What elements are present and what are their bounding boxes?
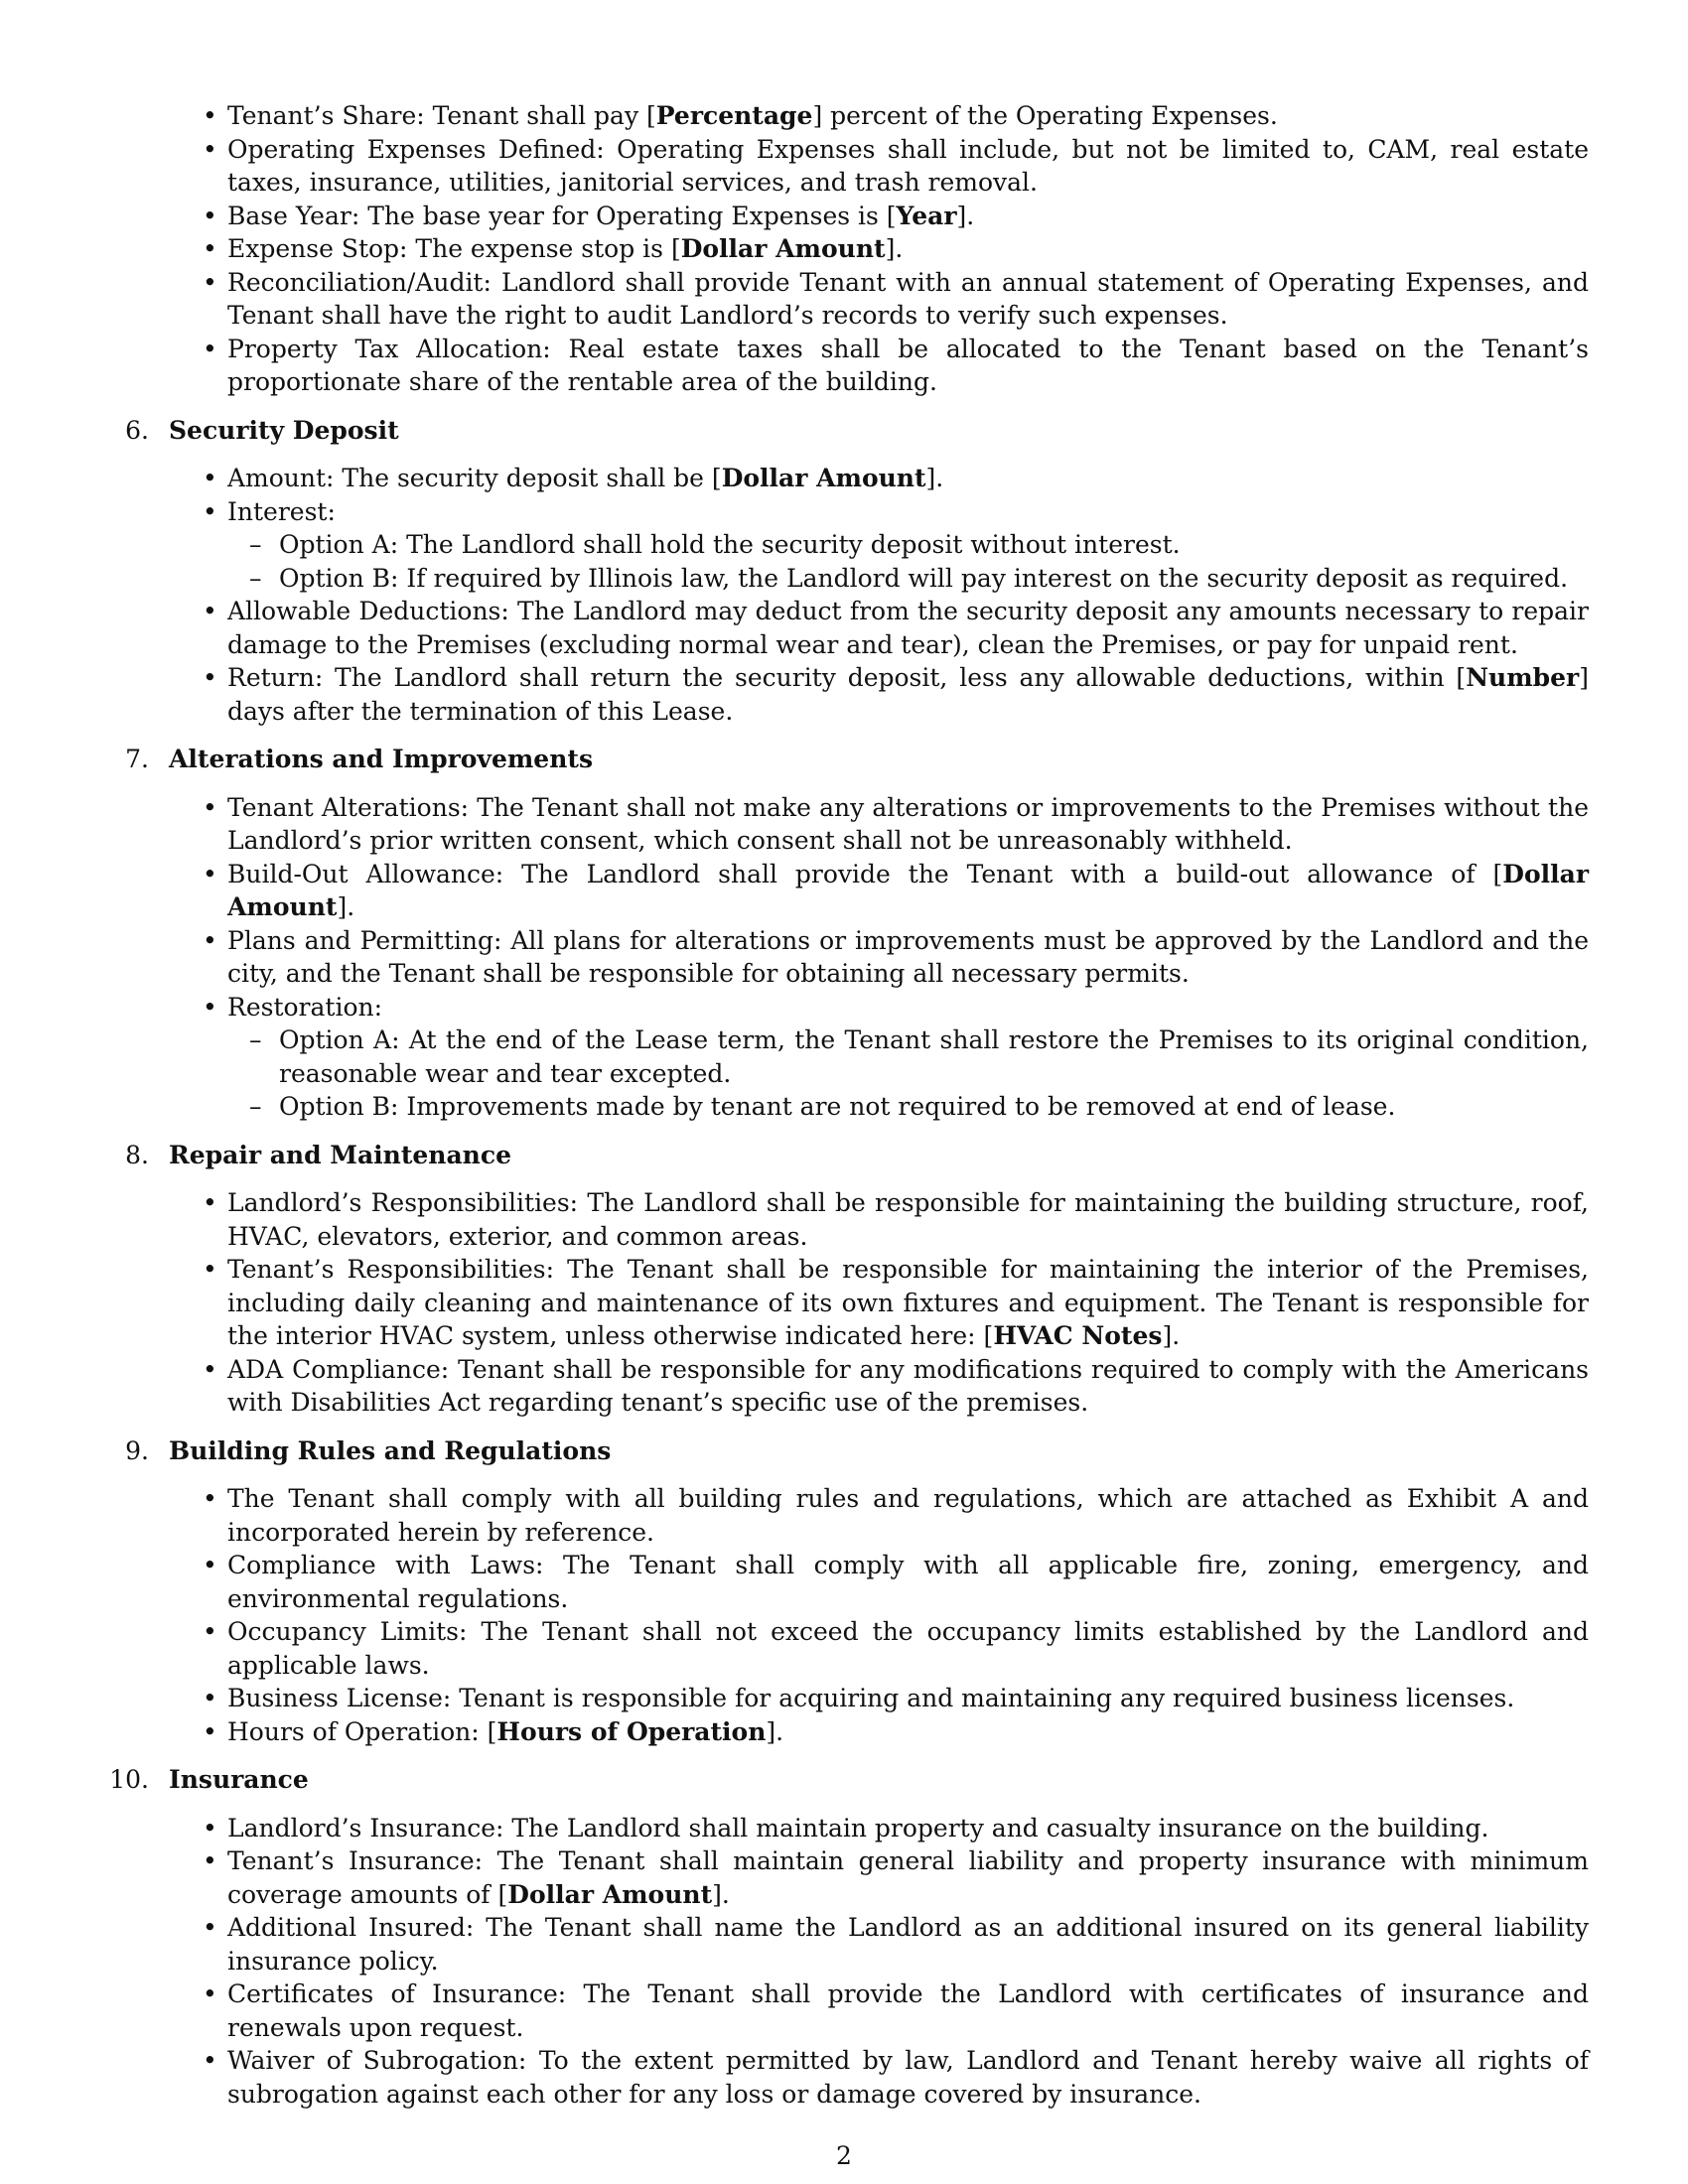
placeholder-field: Dollar Amount [507, 1879, 713, 1909]
section-number: 10. [109, 1765, 149, 1794]
list-item [169, 1353, 1589, 1420]
list-item [169, 924, 1589, 991]
section-heading [125, 1139, 1589, 1172]
item-text: Restoration: [227, 992, 383, 1022]
list-item [169, 595, 1589, 661]
item-text: ADA Compliance: Tenant shall be responsible for any modifications required to comply with the Americans with Disabilities Act regarding tenant’s specific use of the premises. [227, 1354, 1589, 1417]
item-text: ]. [712, 1879, 730, 1909]
section-items [169, 1186, 1589, 1420]
list-item [169, 462, 1589, 495]
item-text: Reconciliation/Audit: Landlord shall provide Tenant with an annual statement of Operating Expenses, and Tenant shall have the right to audit Landlord’s records to verify such expenses. [227, 267, 1589, 330]
operating-expenses-list [169, 99, 1589, 399]
section-title: Building Rules and Regulations [169, 1435, 612, 1465]
list-item [169, 200, 1589, 233]
section-heading [125, 414, 1589, 448]
list-item [169, 1615, 1589, 1682]
option-text: Option B: If required by Illinois law, the Landlord will pay interest on the security deposit as required. [279, 563, 1569, 593]
list-item [169, 1186, 1589, 1253]
item-text: Tenant’s Share: Tenant shall pay [ [227, 101, 656, 130]
item-text: ] percent of the Operating Expenses. [812, 101, 1278, 130]
placeholder-field: HVAC Notes [993, 1321, 1163, 1350]
section-number: 9. [125, 1435, 149, 1465]
option-item [227, 528, 1589, 562]
section-heading [109, 1763, 1589, 1797]
section [125, 743, 1589, 1124]
list-item [169, 2044, 1589, 2111]
list-item [169, 1911, 1589, 1978]
item-text: Allowable Deductions: The Landlord may deduct from the security deposit any amounts necessary to repair damage to the Premises (excluding normal wear and tear), clean the Premises, or pay for unpaid rent. [227, 597, 1589, 659]
placeholder-field: Dollar Amount [721, 464, 926, 492]
item-text: Plans and Permitting: All plans for alterations or improvements must be approved by the Landlord and the city, and the Tenant shall be responsible for obtaining all necessary permits. [227, 925, 1589, 988]
list-item [169, 1978, 1589, 2044]
section-items [169, 1812, 1589, 2112]
section [109, 1763, 1589, 2111]
section-number: 8. [125, 1140, 149, 1169]
list-item [169, 1715, 1589, 1749]
placeholder-field: Year [896, 201, 957, 230]
placeholder-field: Number [1466, 663, 1580, 692]
list-item [169, 1482, 1589, 1549]
section-items [169, 1482, 1589, 1748]
item-text: ]. [956, 201, 975, 230]
option-item [227, 1090, 1589, 1124]
option-item [227, 1024, 1589, 1090]
section-items [169, 791, 1589, 1124]
list-item [169, 133, 1589, 200]
placeholder-field: Hours of Operation [496, 1716, 767, 1746]
lease-sections [109, 414, 1589, 2112]
item-text: Business License: Tenant is responsible for acquiring and maintaining any required business licenses. [227, 1684, 1515, 1712]
list-item [169, 991, 1589, 1124]
section-items [169, 462, 1589, 728]
item-text: Compliance with Laws: The Tenant shall comply with all applicable fire, zoning, emergency, and environmental regulations. [227, 1551, 1589, 1613]
item-text: Base Year: The base year for Operating Expenses is [ [227, 201, 897, 230]
item-text: Return: The Landlord shall return the security deposit, less any allowable deductions, within [ [227, 663, 1467, 692]
option-list [227, 528, 1589, 595]
list-item [169, 1549, 1589, 1615]
list-item [169, 1844, 1589, 1911]
item-text: ]. [766, 1716, 784, 1746]
item-text: Expense Stop: The expense stop is [ [227, 234, 681, 263]
section-number: 7. [125, 745, 149, 773]
item-text: Landlord’s Responsibilities: The Landlord shall be responsible for maintaining the building structure, roof, HVAC, elevators, exterior, and common areas. [227, 1188, 1589, 1251]
list-item [169, 1253, 1589, 1353]
document-body [109, 99, 1589, 2111]
item-text: Tenant’s Insurance: The Tenant shall maintain general liability and property insurance with minimum coverage amounts of [ [227, 1846, 1589, 1909]
option-list [227, 1024, 1589, 1124]
item-text: Amount: The security deposit shall be [ [227, 464, 722, 492]
section [125, 414, 1589, 729]
section-number: 6. [125, 415, 149, 445]
section [125, 1434, 1589, 1749]
list-item [169, 232, 1589, 266]
item-text: Hours of Operation: [ [227, 1716, 497, 1746]
list-item [169, 1812, 1589, 1845]
list-item [169, 266, 1589, 333]
list-item [169, 333, 1589, 399]
section-heading [125, 743, 1589, 776]
item-text: Certificates of Insurance: The Tenant shall provide the Landlord with certificates of insurance and renewals upon request. [227, 1979, 1589, 2042]
option-text: Option B: Improvements made by tenant are not required to be removed at end of lease. [279, 1092, 1396, 1121]
item-text: Waiver of Subrogation: To the extent permitted by law, Landlord and Tenant hereby waive all rights of subrogation against each other for any loss or damage covered by insurance. [227, 2046, 1589, 2109]
item-text: ]. [925, 464, 944, 492]
placeholder-field: Dollar Amount [680, 234, 886, 263]
item-text: ]. [1162, 1321, 1181, 1350]
item-text: ]. [885, 234, 904, 263]
item-text: Interest: [227, 496, 336, 526]
placeholder-field: Dollar Amount [227, 859, 1589, 921]
page-number: 2 [836, 2141, 852, 2170]
section-heading [125, 1434, 1589, 1468]
item-text: ]. [337, 892, 355, 921]
section-title: Alterations and Improvements [169, 745, 594, 773]
item-text: The Tenant shall comply with all building rules and regulations, which are attached as Exhibit A and incorporated herein by reference. [227, 1484, 1589, 1547]
option-text: Option A: At the end of the Lease term, the Tenant shall restore the Premises to its original condition, reasonable wear and tear excepted. [279, 1025, 1589, 1088]
item-text: Tenant’s Responsibilities: The Tenant shall be responsible for maintaining the interior of the Premises, including daily cleaning and maintenance of its own fixtures and equipment. The Tenant is responsible for the interior HVAC system, unless otherwise indicated here: [ [227, 1255, 1589, 1350]
list-item [169, 661, 1589, 728]
item-text: ] days after the termination of this Lease. [227, 663, 1589, 726]
item-text: Property Tax Allocation: Real estate taxes shall be allocated to the Tenant based on the Tenant’s proportionate share of the rentable area of the building. [227, 334, 1589, 396]
section-title: Insurance [169, 1765, 309, 1794]
section [125, 1139, 1589, 1420]
placeholder-field: Percentage [655, 101, 813, 130]
section-title: Security Deposit [169, 415, 399, 445]
list-item [169, 858, 1589, 924]
list-item [169, 99, 1589, 133]
list-item [169, 495, 1589, 596]
list-item [169, 1682, 1589, 1715]
item-text: Operating Expenses Defined: Operating Expenses shall include, but not be limited to, CAM, real estate taxes, insurance, utilities, janitorial services, and trash removal. [227, 134, 1589, 197]
item-text: Occupancy Limits: The Tenant shall not exceed the occupancy limits established by the Landlord and applicable laws. [227, 1617, 1589, 1680]
section-title: Repair and Maintenance [169, 1140, 511, 1169]
option-item [227, 562, 1589, 596]
option-text: Option A: The Landlord shall hold the security deposit without interest. [279, 530, 1181, 559]
list-item [169, 791, 1589, 858]
item-text: Additional Insured: The Tenant shall name the Landlord as an additional insured on its general liability insurance policy. [227, 1913, 1589, 1976]
item-text: Landlord’s Insurance: The Landlord shall maintain property and casualty insurance on the building. [227, 1813, 1489, 1843]
item-text: Tenant Alterations: The Tenant shall not make any alterations or improvements to the Premises without the Landlord’s prior written consent, which consent shall not be unreasonably withheld. [227, 792, 1589, 855]
item-text: Build-Out Allowance: The Landlord shall provide the Tenant with a build-out allowance of [ [227, 859, 1503, 888]
